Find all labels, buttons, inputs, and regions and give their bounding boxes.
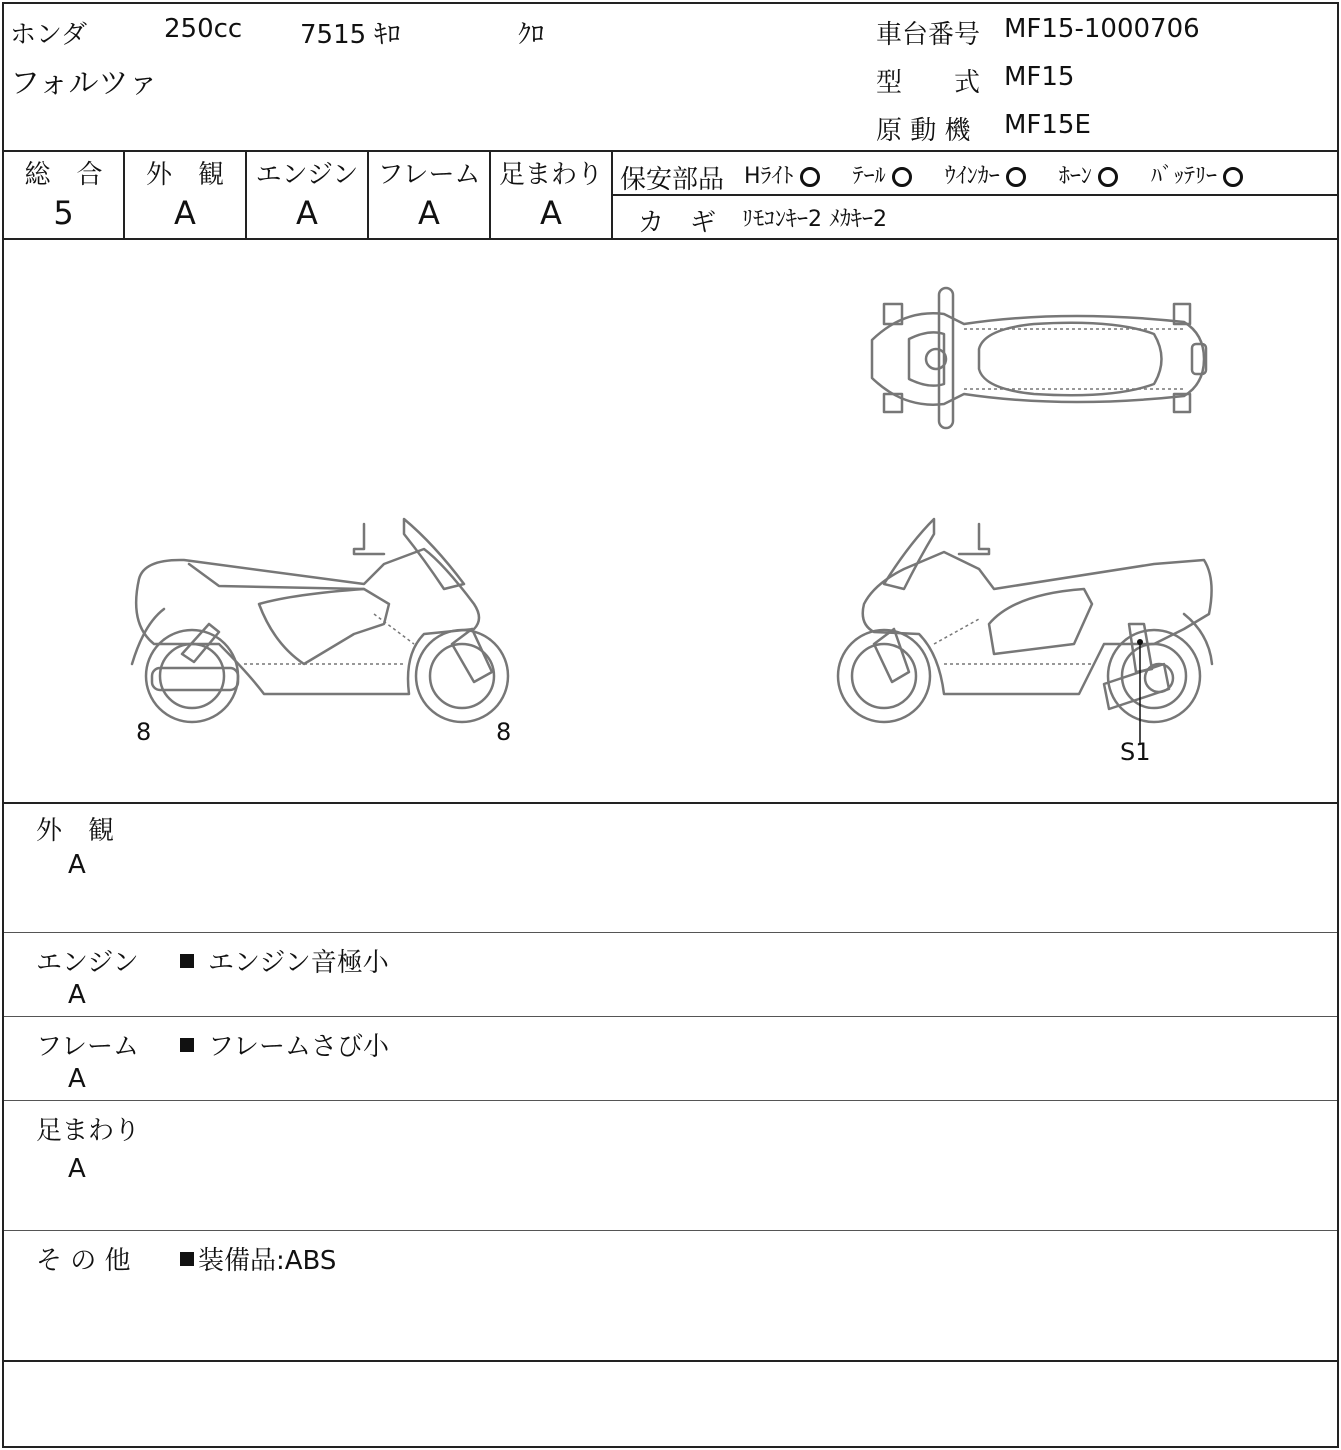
maker-name: ホンダ — [10, 20, 87, 50]
damage-mark: 8 — [496, 718, 512, 746]
part-taillight: ﾃｰﾙ — [853, 159, 912, 190]
grade-value-engine: A — [296, 194, 318, 232]
scooter-left-view — [132, 519, 508, 722]
note-comment-other: 装備品:ABS — [180, 1240, 336, 1277]
grade-label-suspension: 足まわり — [498, 160, 603, 190]
divider — [4, 1360, 1337, 1362]
divider — [4, 802, 1337, 804]
displacement: 250cc — [164, 14, 243, 44]
divider — [4, 150, 1337, 152]
ok-circle-icon — [1098, 167, 1118, 187]
inspection-sheet — [2, 2, 1339, 1448]
note-label-frame: フレーム — [36, 1032, 139, 1062]
note-grade-frame: A — [68, 1064, 86, 1094]
bullet-square-icon — [180, 1252, 194, 1266]
note-grade-exterior: A — [68, 850, 86, 880]
note-comment-engine: エンジン音極小 — [180, 942, 389, 979]
damage-diagram — [4, 240, 1337, 802]
type-value: MF15 — [1004, 62, 1075, 92]
note-label-suspension: 足まわり — [36, 1116, 141, 1146]
part-battery: ﾊﾞｯﾃﾘｰ — [1151, 159, 1243, 190]
grade-label-frame: フレーム — [377, 160, 481, 190]
scooter-top-view — [872, 288, 1206, 428]
scooter-right-view — [838, 519, 1212, 744]
parts-list — [744, 159, 1243, 190]
note-grade-engine: A — [68, 980, 86, 1010]
chassis-number: MF15-1000706 — [1004, 14, 1200, 44]
engine-label: 原 動 機 — [876, 116, 971, 146]
parts-label: 保安部品 — [620, 165, 725, 195]
damage-mark: S1 — [1120, 738, 1151, 766]
key-value: ﾘﾓｺﾝｷｰ2 ﾒｶｷｰ2 — [742, 207, 887, 232]
grade-label-engine: エンジン — [255, 160, 359, 190]
note-comment-frame: フレームさび小 — [180, 1026, 389, 1063]
divider — [4, 1230, 1337, 1231]
part-horn: ﾎｰﾝ — [1059, 159, 1118, 190]
chassis-label: 車台番号 — [876, 20, 981, 50]
divider — [4, 1100, 1337, 1101]
color: ｸﾛ — [518, 20, 545, 50]
ok-circle-icon — [1223, 167, 1243, 187]
note-label-other: そ の 他 — [36, 1246, 131, 1276]
part-headlight: Hﾗｲﾄ — [744, 159, 820, 190]
grade-value-overall: 5 — [53, 194, 74, 232]
divider — [4, 1016, 1337, 1017]
ok-circle-icon — [892, 167, 912, 187]
ok-circle-icon — [800, 167, 820, 187]
damage-mark: 8 — [136, 718, 152, 746]
bullet-square-icon — [180, 954, 194, 968]
key-label: カ ギ — [638, 208, 717, 238]
grade-value-suspension: A — [540, 194, 562, 232]
engine-value: MF15E — [1004, 110, 1091, 140]
divider — [4, 932, 1337, 933]
note-grade-suspension: A — [68, 1154, 86, 1184]
note-label-engine: エンジン — [36, 948, 139, 978]
model-name: フォルツァ — [10, 66, 159, 101]
mileage: 7515 ｷﾛ — [300, 20, 401, 50]
ok-circle-icon — [1006, 167, 1026, 187]
grade-value-frame: A — [418, 194, 440, 232]
grade-label-exterior: 外 観 — [145, 160, 224, 190]
note-label-exterior: 外 観 — [36, 816, 115, 846]
type-label: 型 式 — [876, 68, 981, 98]
part-winker: ｳｲﾝｶｰ — [945, 159, 1026, 190]
grade-value-exterior: A — [174, 194, 196, 232]
grade-label-overall: 総 合 — [24, 160, 103, 190]
bullet-square-icon — [180, 1038, 194, 1052]
